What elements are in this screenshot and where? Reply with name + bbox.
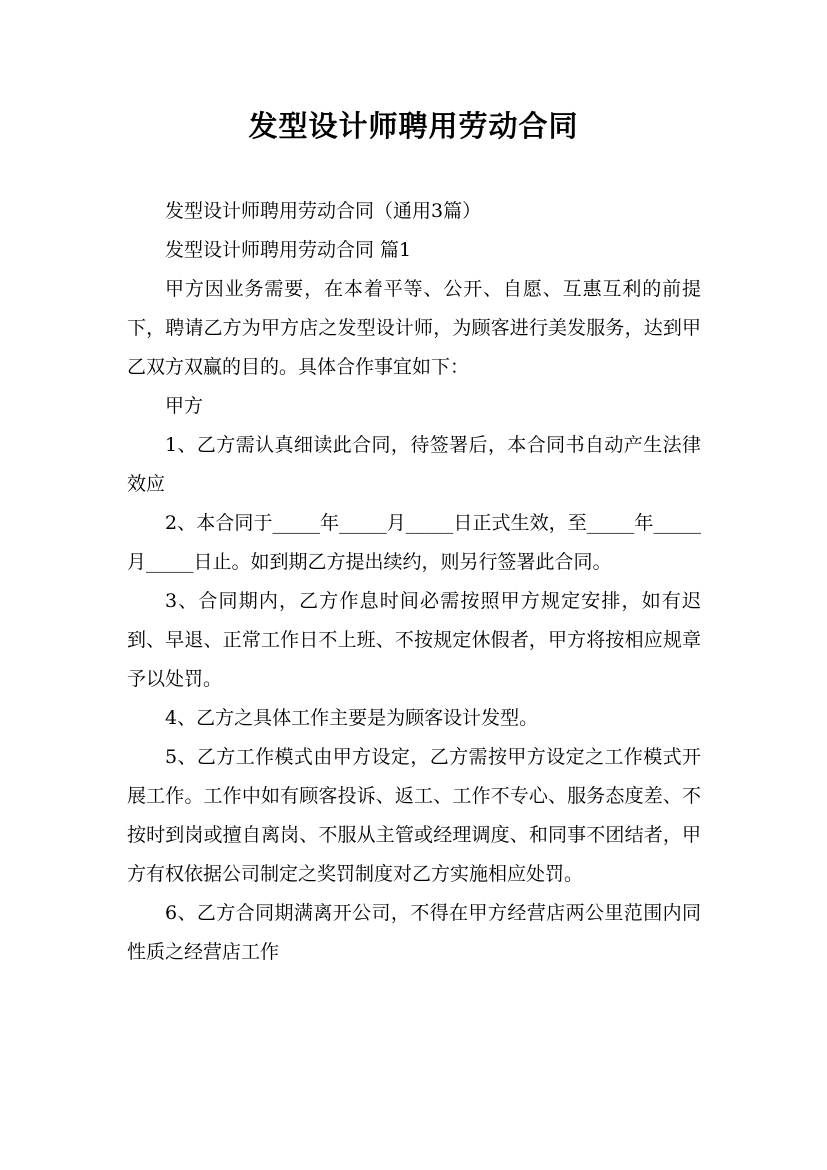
document-body [127,192,701,972]
paragraph-intro: 甲方因业务需要，在本着平等、公开、自愿、互惠互利的前提下，聘请乙方为甲方店之发型设计师，为顾客进行美发服务，达到甲乙双方双赢的目的。具体合作事宜如下： [127,278,701,378]
paragraph-subtitle: 发型设计师聘用劳动合同（通用3篇） [165,200,482,222]
paragraph-clause-1: 1、乙方需认真细读此合同，待签署后，本合同书自动产生法律效应 [127,434,701,495]
paragraph-clause-2: 2、本合同于_____年_____月_____日正式生效，至_____年_____月_____日止。如到期乙方提出续约，则另行签署此合同。 [127,512,701,573]
paragraph-clause-6: 6、乙方合同期满离开公司，不得在甲方经营店两公里范围内同性质之经营店工作 [127,902,701,963]
document-title: 发型设计师聘用劳动合同 [248,109,579,143]
paragraph-section-heading: 发型设计师聘用劳动合同 篇1 [165,239,412,261]
paragraph-clause-4: 4、乙方之具体工作主要是为顾客设计发型。 [165,707,539,729]
paragraph-clause-5: 5、乙方工作模式由甲方设定，乙方需按甲方设定之工作模式开展工作。工作中如有顾客投诉、返工、工作不专心、服务态度差、不按时到岗或擅自离岗、不服从主管或经理调度、和同事不团结者，甲方有权依据公司制定之奖罚制度对乙方实施相应处罚。 [127,746,701,885]
paragraph-clause-3: 3、合同期内，乙方作息时间必需按照甲方规定安排，如有迟到、早退、正常工作日不上班、不按规定休假者，甲方将按相应规章予以处罚。 [127,590,701,690]
paragraph-party-a: 甲方 [165,395,204,417]
